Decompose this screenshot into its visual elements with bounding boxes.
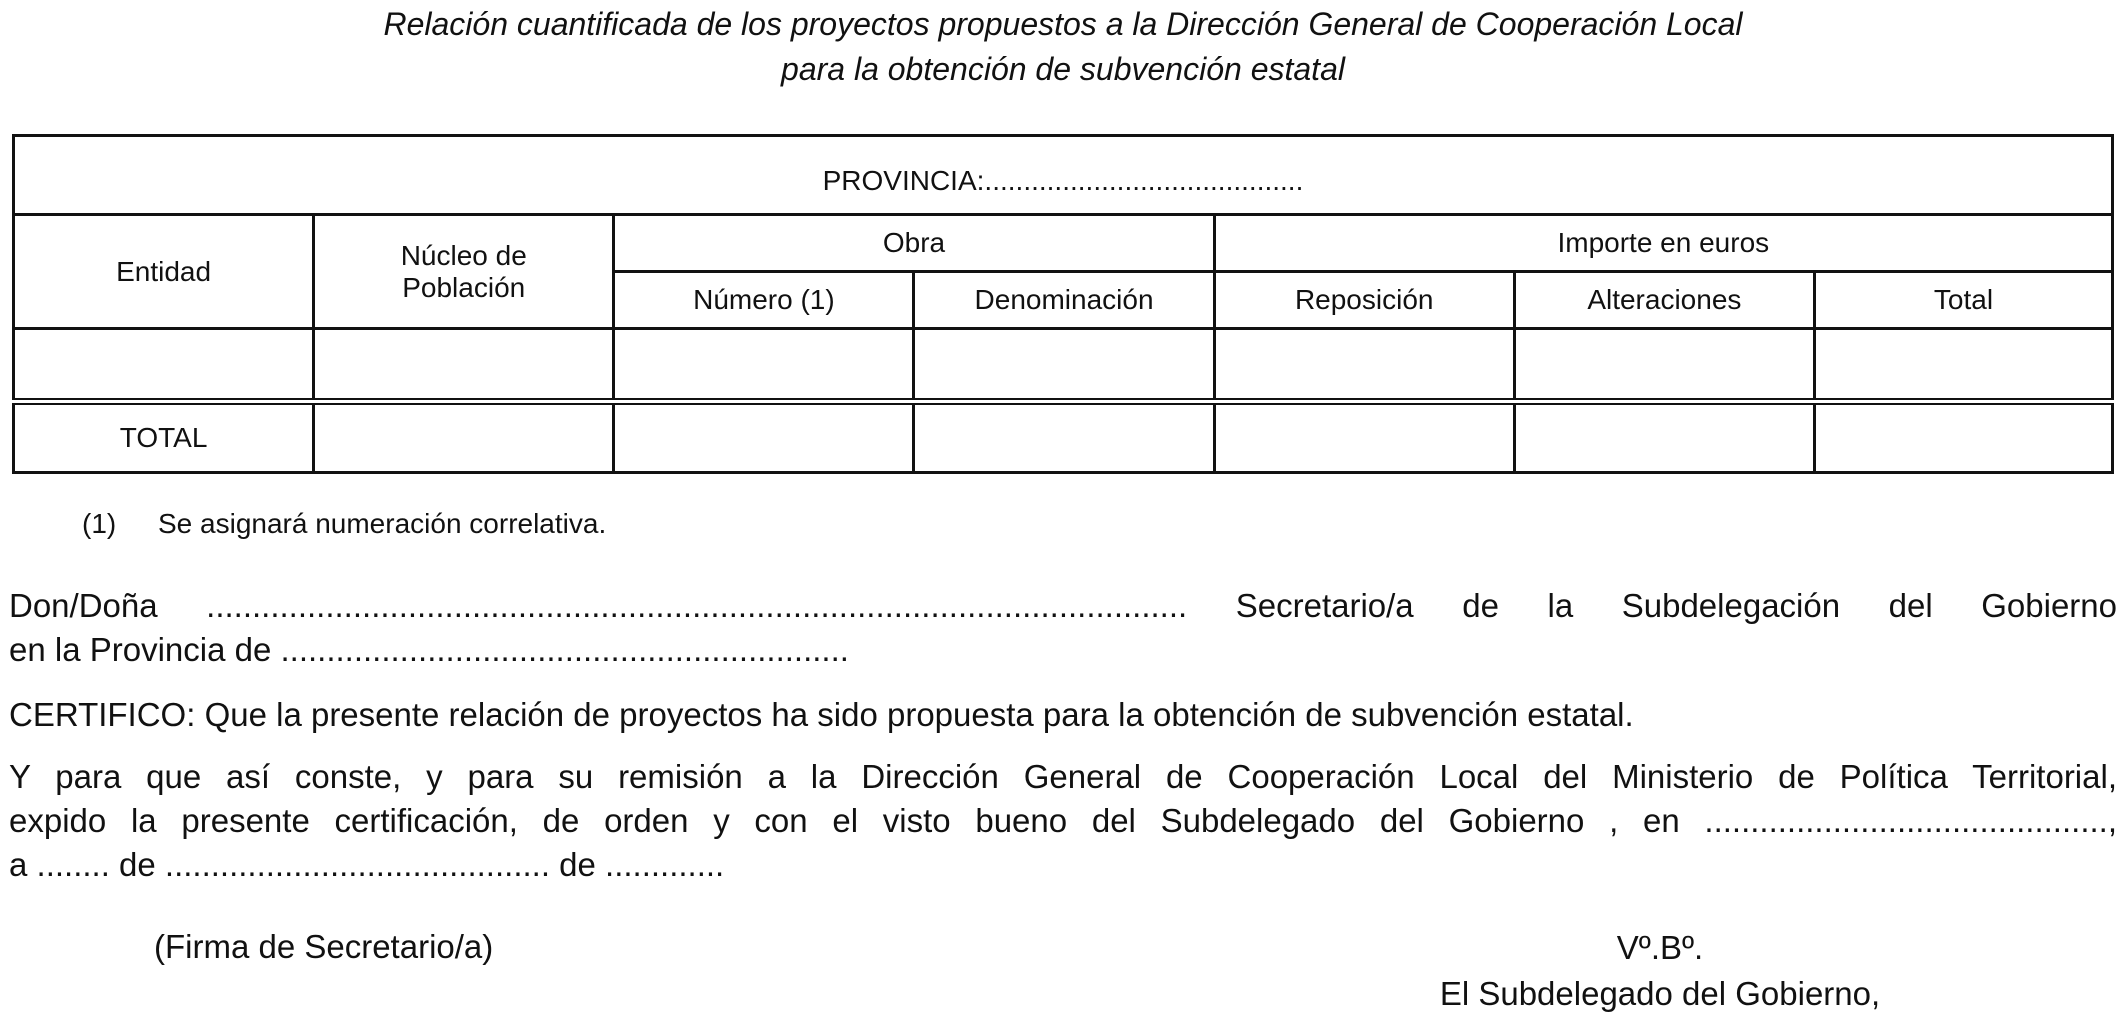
secretary-signature-label: (Firma de Secretario/a) bbox=[154, 928, 494, 965]
total-cell-nucleo bbox=[314, 402, 614, 473]
visto-bueno-label: Vº.Bº. bbox=[1616, 929, 1704, 966]
total-row-label: TOTAL bbox=[14, 402, 314, 473]
secretary-paragraph bbox=[9, 584, 2117, 672]
total-cell-total bbox=[1814, 402, 2112, 473]
col-header-nucleo-line1: Núcleo de bbox=[400, 239, 527, 271]
cell-numero bbox=[614, 329, 914, 402]
col-header-nucleo bbox=[314, 215, 614, 329]
col-header-alteraciones: Alteraciones bbox=[1514, 272, 1814, 329]
secretary-line-1: Don/Doña ........................................................................................................... Secretario/a de la Subdelegación del Gobierno bbox=[9, 587, 2117, 624]
subdelegate-signature-block bbox=[1400, 925, 1920, 1017]
document-title-line-1: Relación cuantificada de los proyectos propuestos a la Dirección General de Cooperación Local bbox=[383, 6, 1743, 42]
col-header-reposicion: Reposición bbox=[1214, 272, 1514, 329]
total-cell-numero bbox=[614, 402, 914, 473]
col-header-nucleo-line2: Población bbox=[402, 271, 526, 303]
footnote-text: Se asignará numeración correlativa. bbox=[158, 508, 607, 539]
col-header-entidad: Entidad bbox=[14, 215, 314, 329]
remission-line-1: Y para que así conste, y para su remisión a la Dirección General de Cooperación Local del Ministerio de Política Territorial, bbox=[9, 758, 2117, 795]
col-header-denominacion: Denominación bbox=[914, 272, 1214, 329]
group-header-obra: Obra bbox=[614, 215, 1214, 272]
group-header-importe: Importe en euros bbox=[1214, 215, 2112, 272]
subdelegate-label: El Subdelegado del Gobierno, bbox=[1439, 975, 1881, 1012]
cell-entidad bbox=[14, 329, 314, 402]
provincia-row bbox=[14, 136, 2113, 215]
remission-paragraph bbox=[9, 755, 2117, 887]
certifico-text: CERTIFICO: Que la presente relación de proyectos ha sido propuesta para la obtención de subvención estatal. bbox=[9, 696, 1634, 733]
provincia-cell: PROVINCIA:......................................... bbox=[14, 136, 2113, 215]
remission-line-2: expido la presente certificación, de orden y con el visto bueno del Subdelegado del Gobierno , en ............................................, bbox=[9, 802, 2117, 839]
footnote bbox=[82, 504, 606, 544]
footnote-number: (1) bbox=[82, 508, 117, 539]
secretary-line-2: en la Provincia de .............................................................. bbox=[9, 631, 849, 668]
cell-total bbox=[1814, 329, 2112, 402]
cell-nucleo bbox=[314, 329, 614, 402]
projects-table bbox=[12, 134, 2114, 474]
total-cell-reposicion bbox=[1214, 402, 1514, 473]
header-row-1 bbox=[14, 215, 2113, 272]
col-header-total: Total bbox=[1814, 272, 2112, 329]
total-cell-denominacion bbox=[914, 402, 1214, 473]
total-cell-alteraciones bbox=[1514, 402, 1814, 473]
cell-alteraciones bbox=[1514, 329, 1814, 402]
document-title-line-2: para la obtención de subvención estatal bbox=[781, 51, 1345, 87]
remission-line-3: a ........ de .......................................... de ............. bbox=[9, 846, 725, 883]
certifico-paragraph bbox=[9, 693, 2117, 737]
cell-reposicion bbox=[1214, 329, 1514, 402]
cell-denominacion bbox=[914, 329, 1214, 402]
col-header-numero: Número (1) bbox=[614, 272, 914, 329]
total-row bbox=[14, 402, 2113, 473]
table-row bbox=[14, 329, 2113, 402]
